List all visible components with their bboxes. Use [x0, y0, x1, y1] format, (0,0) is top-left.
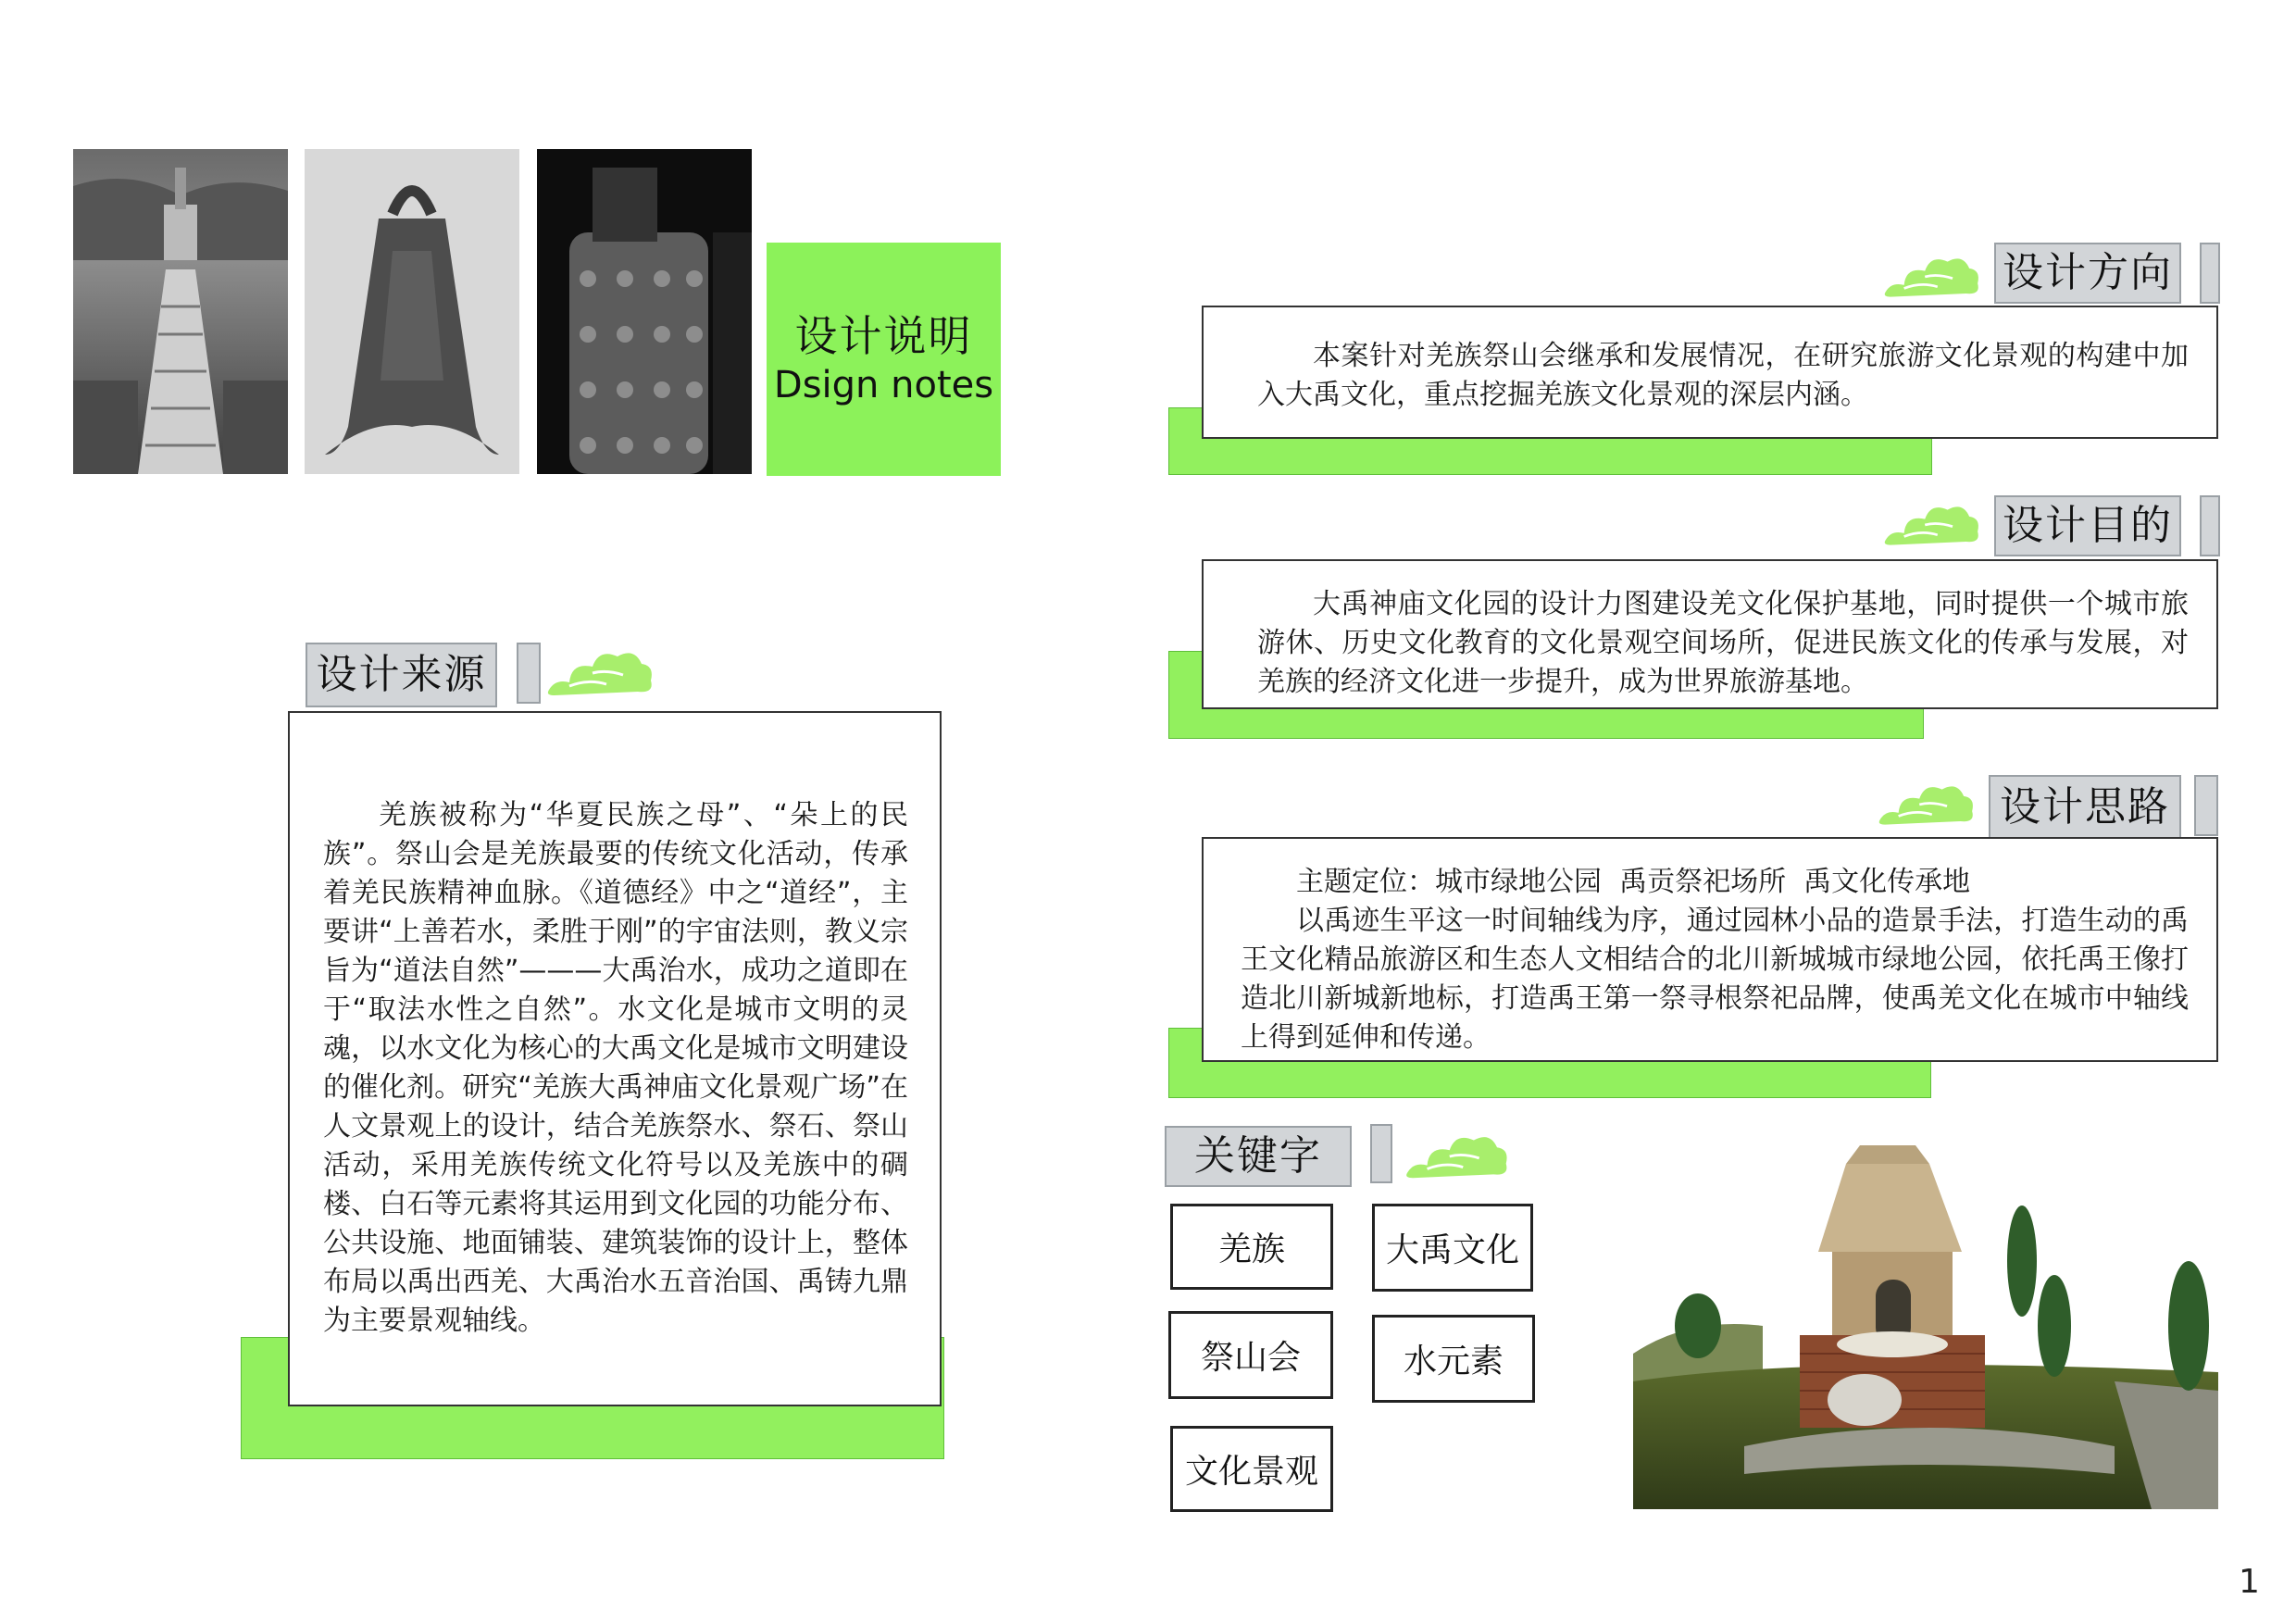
cloud-icon	[1396, 1128, 1516, 1183]
cloud-icon	[1870, 778, 1981, 830]
purpose-label: 设计目的	[1994, 495, 2181, 556]
keyword-tag: 文化景观	[1170, 1426, 1333, 1512]
direction-paragraph: 本案针对羌族祭山会继承和发展情况，在研究旅游文化景观的构建中加入大禹文化，重点挖掘羌族文化景观的深层内涵。	[1257, 340, 2189, 411]
source-paragraph: 羌族被称为“华夏民族之母”、“朵上的民族”。祭山会是羌族最要的传统文化活动，传承着羌民族精神血脉。《道德经》中之“道经”，主要讲“上善若水，柔胜于刚”的宇宙法则，教义宗旨为“道法自然”———大禹治水，成功之道即在于“取法水性之自然”。水文化是城市文明的灵魂，以水文化为核心的大禹文化是城市文明建设的催化剂。研究“羌族大禹神庙文化景观广场”在人文景观上的设计，结合羌族祭水、祭石、祭山活动，采用羌族传统文化符号以及羌族中的碉楼、白石等元素将其运用到文化园的功能分布、公共设施、地面铺装、建筑装饰的设计上，整体布局以禹出西羌、大禹治水五音治国、禹铸九鼎为主要景观轴线。	[323, 799, 908, 1337]
keyword-tag: 祭山会	[1168, 1311, 1333, 1399]
keyword-tag: 水元素	[1372, 1315, 1535, 1403]
bronze-drum-photo	[537, 149, 752, 474]
direction-text-box	[1202, 306, 2218, 439]
page-number: 1	[2239, 1563, 2260, 1601]
idea-label: 设计思路	[1989, 775, 2181, 840]
page-subtitle: Dsign notes	[773, 364, 994, 407]
idea-text-box	[1202, 837, 2218, 1062]
purpose-paragraph: 大禹神庙文化园的设计力图建设羌文化保护基地，同时提供一个城市旅游休、历史文化教育的文化景观空间场所，促进民族文化的传承与发展，对羌族的经济文化进一步提升，成为世界旅游基地。	[1257, 588, 2189, 698]
keywords-label: 关键字	[1165, 1126, 1352, 1187]
tower-landscape-render	[1633, 1141, 2218, 1509]
idea-paragraph: 以禹迹生平这一时间轴线为序，通过园林小品的造景手法，打造生动的禹王文化精品旅游区和生态人文相结合的北川新城城市绿地公园，依托禹王像打造北川新城新地标，打造禹王第一祭寻根祭祀品牌，使禹羌文化在城市中轴线上得到延伸和传递。	[1241, 905, 2189, 1054]
cloud-icon	[542, 643, 657, 701]
source-label: 设计来源	[306, 643, 497, 707]
idea-theme-line: 主题定位：城市绿地公园 禹贡祭祀场所 禹文化传承地	[1296, 866, 1971, 898]
cloud-icon	[1876, 250, 1987, 302]
keywords-label-tab	[1370, 1124, 1392, 1183]
keyword-tag: 大禹文化	[1372, 1204, 1533, 1292]
title-box	[767, 243, 1001, 476]
page-title: 设计说明	[794, 310, 973, 361]
source-text-box	[288, 711, 942, 1406]
purpose-label-tab	[2200, 495, 2220, 556]
temple-plaza-photo	[73, 149, 288, 474]
direction-label-tab	[2200, 243, 2220, 304]
idea-label-tab	[2194, 775, 2218, 836]
direction-label: 设计方向	[1994, 243, 2181, 304]
bronze-bell-photo	[305, 149, 519, 474]
cloud-icon	[1876, 498, 1987, 550]
keyword-tag: 羌族	[1170, 1204, 1333, 1290]
source-label-tab	[517, 643, 541, 704]
purpose-text-box	[1202, 559, 2218, 709]
